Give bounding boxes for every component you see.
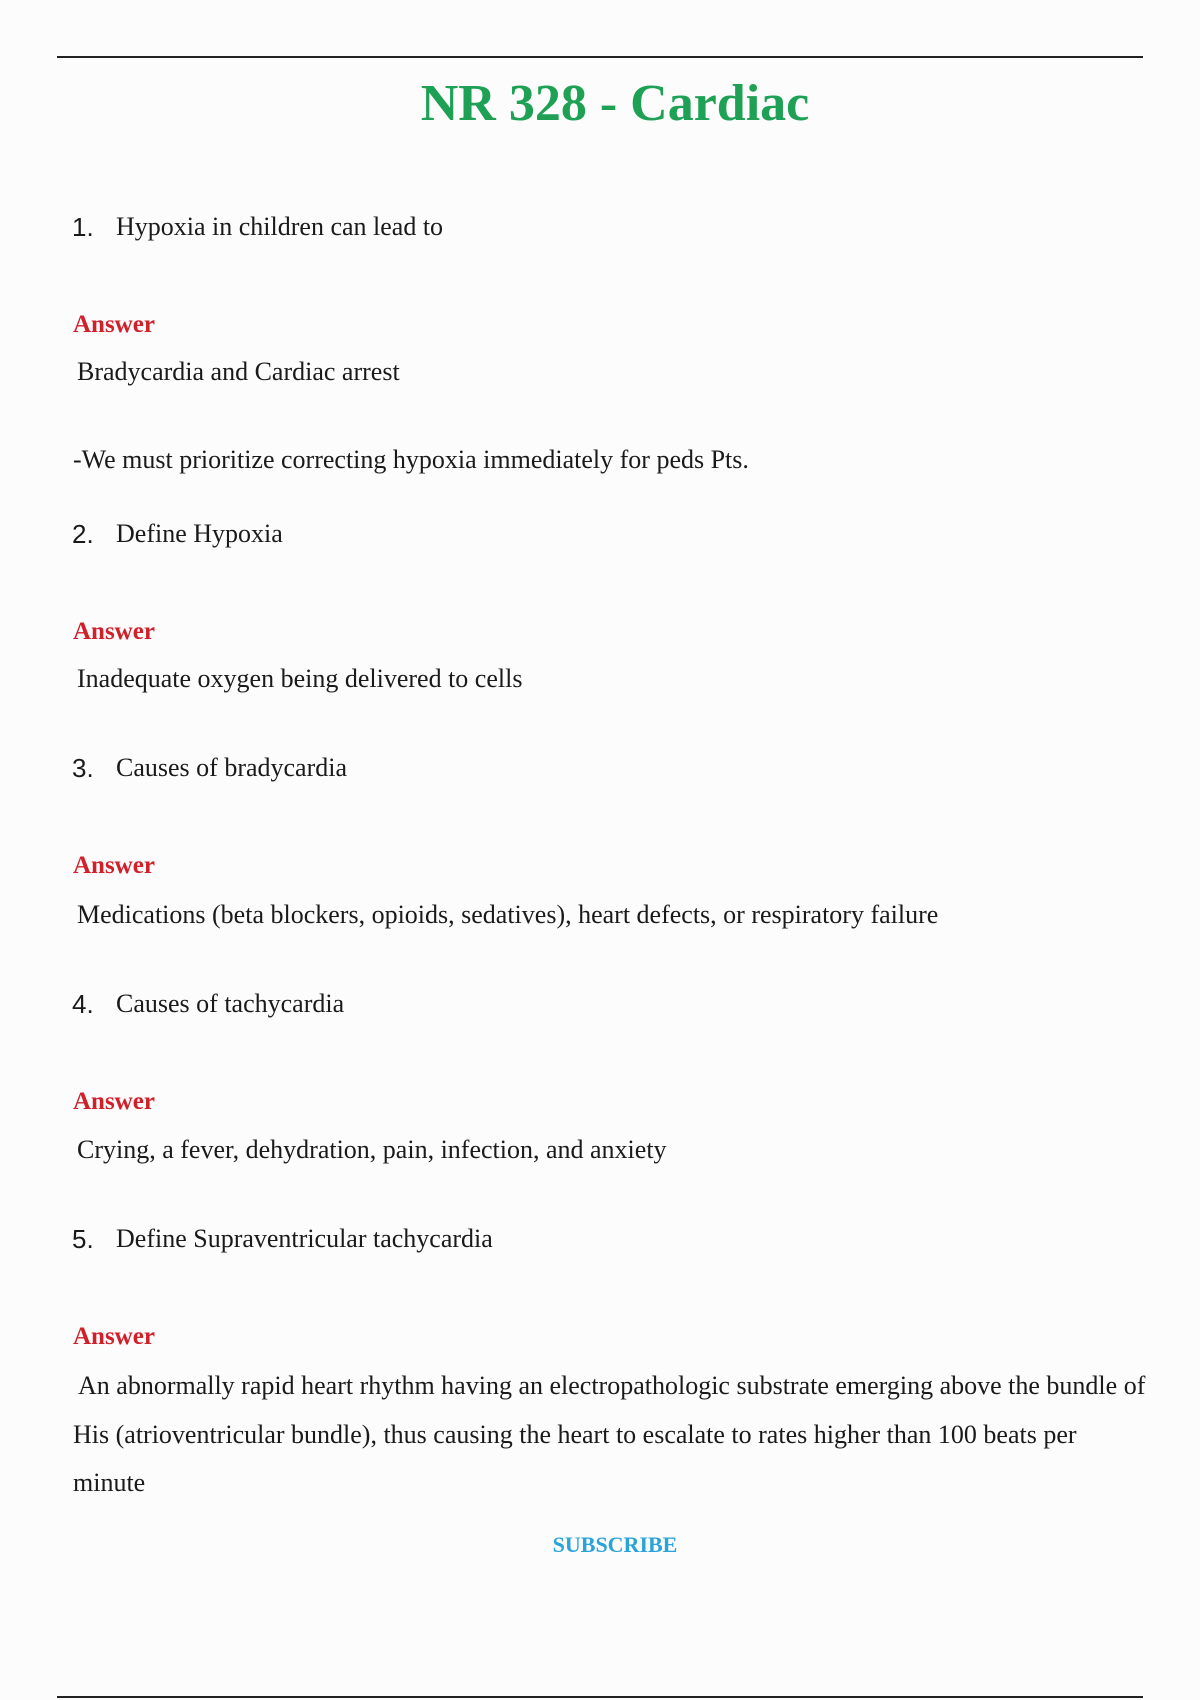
answer-label: Answer: [73, 618, 155, 645]
question-text: Causes of tachycardia: [116, 989, 345, 1018]
question-4: [72, 986, 344, 1022]
answer-text: Crying, a fever, dehydration, pain, infection, and anxiety: [77, 1135, 667, 1164]
question-text: Define Supraventricular tachycardia: [116, 1224, 493, 1253]
question-5: [72, 1221, 493, 1257]
bottom-divider: [57, 1696, 1143, 1698]
question-1: [72, 209, 443, 245]
question-text: Hypoxia in children can lead to: [116, 212, 444, 241]
question-text: Define Hypoxia: [116, 519, 283, 548]
answer-text: Inadequate oxygen being delivered to cells: [77, 664, 523, 693]
question-number: 5.: [72, 1223, 94, 1254]
question-number: 3.: [72, 752, 94, 783]
answer-label: Answer: [73, 311, 155, 338]
answer-label: Answer: [73, 1323, 155, 1350]
answer-text: An abnormally rapid heart rhythm having an electropathologic substrate emerging above the bundle of His (atrioventricular bundle), thus causing the heart to escalate to rates higher than 100 beats per minute: [73, 1371, 1146, 1497]
subscribe-link[interactable]: SUBSCRIBE: [552, 1532, 678, 1557]
answer-text: Medications (beta blockers, opioids, sedatives), heart defects, or respiratory failure: [77, 900, 939, 929]
page-title: NR 328 - Cardiac: [420, 75, 810, 132]
question-number: 2.: [72, 518, 94, 549]
question-number: 4.: [72, 988, 94, 1019]
top-divider: [57, 56, 1143, 58]
question-3: [72, 750, 347, 786]
answer-label: Answer: [73, 852, 155, 879]
question-2: [72, 516, 283, 552]
answer-note: -We must prioritize correcting hypoxia immediately for peds Pts.: [73, 445, 749, 474]
question-number: 1.: [72, 211, 94, 242]
answer-text: Bradycardia and Cardiac arrest: [77, 357, 400, 386]
question-text: Causes of bradycardia: [116, 753, 348, 782]
answer-label: Answer: [73, 1088, 155, 1115]
